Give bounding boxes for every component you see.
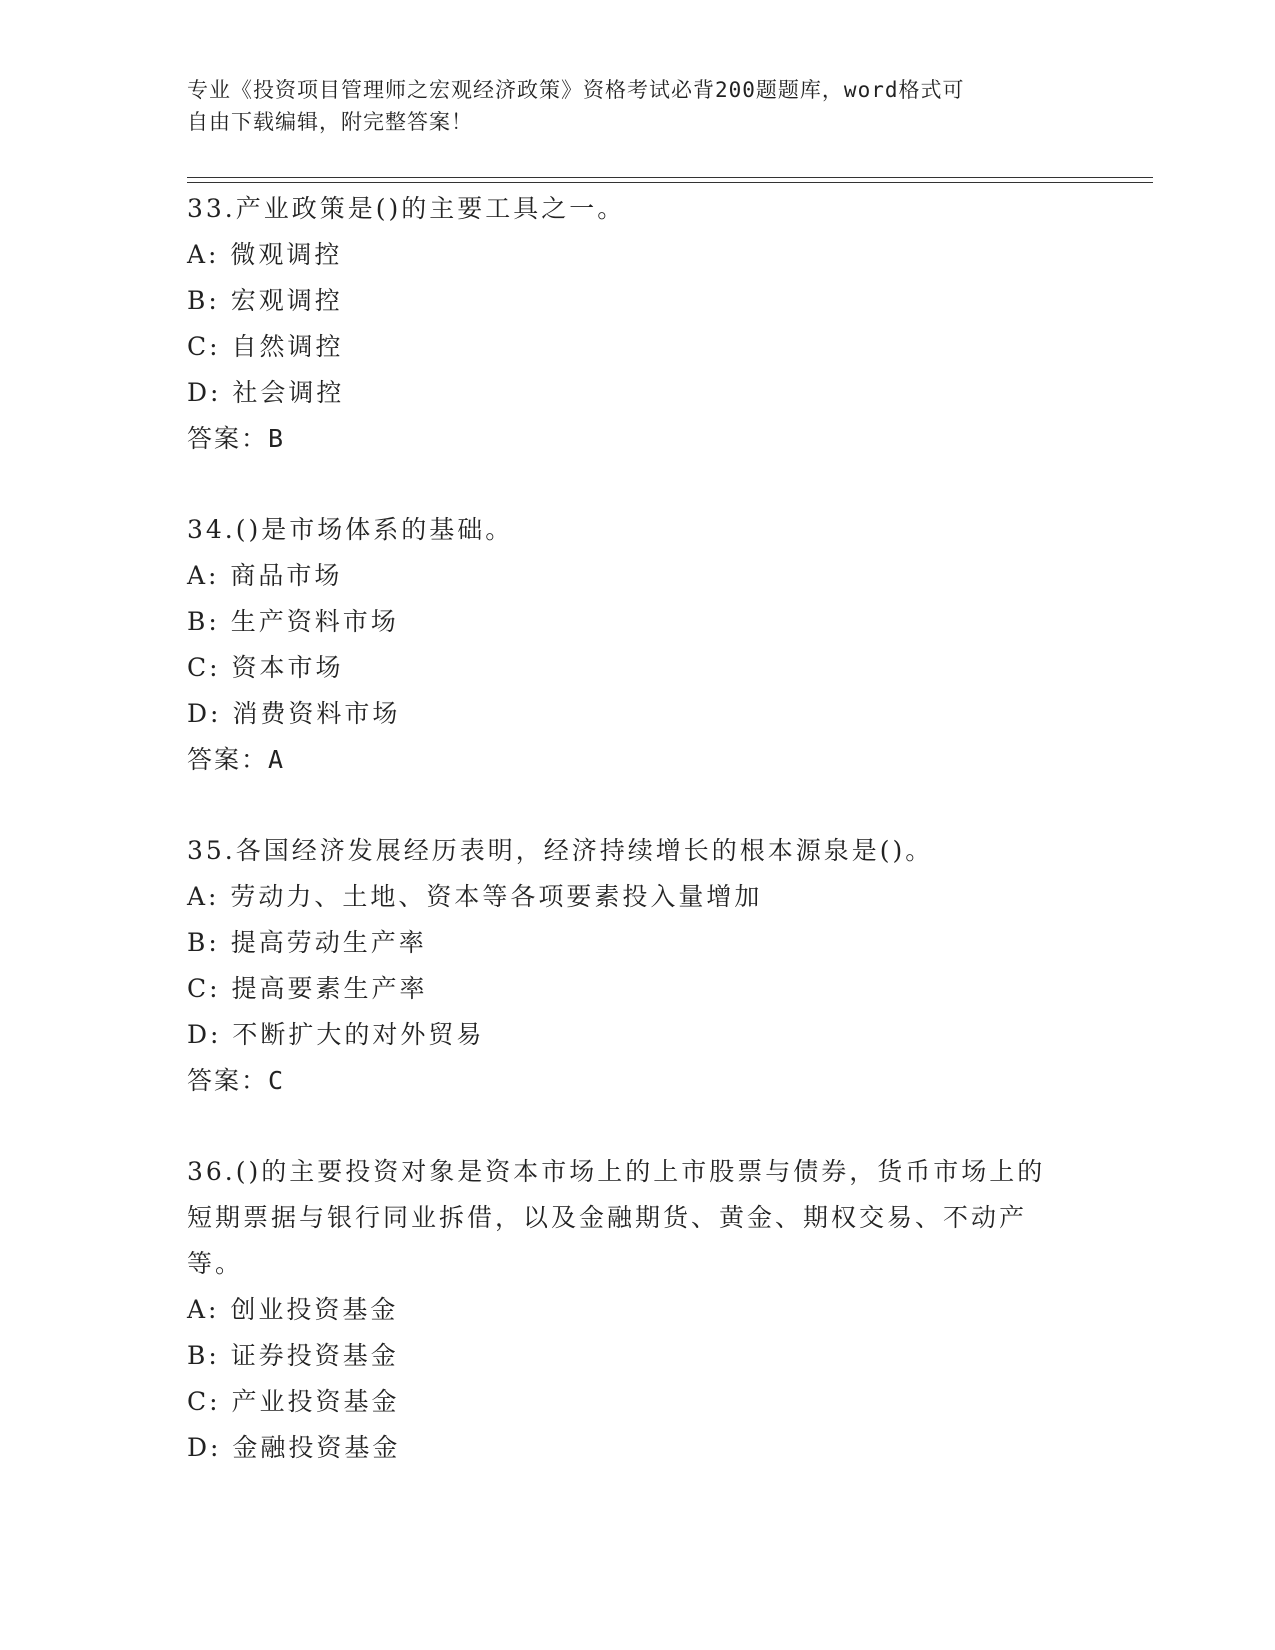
option-b: B: 生产资料市场 bbox=[187, 607, 399, 636]
question-spacer bbox=[187, 783, 1087, 828]
header-line-1: 专业《投资项目管理师之宏观经济政策》资格考试必背200题题库，word格式可 bbox=[187, 78, 965, 102]
question-block-35 bbox=[187, 828, 1087, 1104]
option-b: B: 证券投资基金 bbox=[187, 1341, 399, 1370]
option-c: C: 自然调控 bbox=[187, 332, 344, 361]
option-a: A: 商品市场 bbox=[187, 561, 343, 590]
option-d: D: 金融投资基金 bbox=[187, 1433, 401, 1462]
option-a: A: 创业投资基金 bbox=[187, 1295, 399, 1324]
header-divider-bottom bbox=[187, 182, 1153, 183]
answer-line: 答案：A bbox=[187, 745, 286, 774]
option-c: C: 提高要素生产率 bbox=[187, 974, 428, 1003]
answer-line: 答案：C bbox=[187, 1066, 286, 1095]
option-a: A: 微观调控 bbox=[187, 240, 343, 269]
question-block-36 bbox=[187, 1149, 1087, 1471]
header-divider-top bbox=[187, 177, 1153, 178]
question-list bbox=[187, 186, 1087, 1471]
header-line-2: 自由下载编辑，附完整答案！ bbox=[187, 110, 473, 134]
question-spacer bbox=[187, 1104, 1087, 1149]
option-d: D: 不断扩大的对外贸易 bbox=[187, 1020, 485, 1049]
option-d: D: 社会调控 bbox=[187, 378, 345, 407]
option-b: B: 提高劳动生产率 bbox=[187, 928, 427, 957]
question-stem: 35.各国经济发展经历表明，经济持续增长的根本源泉是()。 bbox=[187, 836, 934, 865]
question-stem-line-3: 等。 bbox=[187, 1249, 244, 1278]
question-stem: 33.产业政策是()的主要工具之一。 bbox=[187, 194, 626, 223]
option-b: B: 宏观调控 bbox=[187, 286, 343, 315]
question-block-34 bbox=[187, 507, 1087, 783]
option-d: D: 消费资料市场 bbox=[187, 699, 401, 728]
question-stem: 34.()是市场体系的基础。 bbox=[187, 515, 514, 544]
option-a: A: 劳动力、土地、资本等各项要素投入量增加 bbox=[187, 882, 763, 911]
option-c: C: 产业投资基金 bbox=[187, 1387, 400, 1416]
option-c: C: 资本市场 bbox=[187, 653, 344, 682]
question-block-33 bbox=[187, 186, 1087, 462]
question-stem-line-1: 36.()的主要投资对象是资本市场上的上市股票与债券，货币市场上的 bbox=[187, 1157, 1046, 1186]
question-spacer bbox=[187, 462, 1087, 507]
answer-line: 答案：B bbox=[187, 424, 286, 453]
question-stem-line-2: 短期票据与银行同业拆借，以及金融期货、黄金、期权交易、不动产 bbox=[187, 1203, 1028, 1232]
document-header bbox=[187, 74, 1087, 138]
